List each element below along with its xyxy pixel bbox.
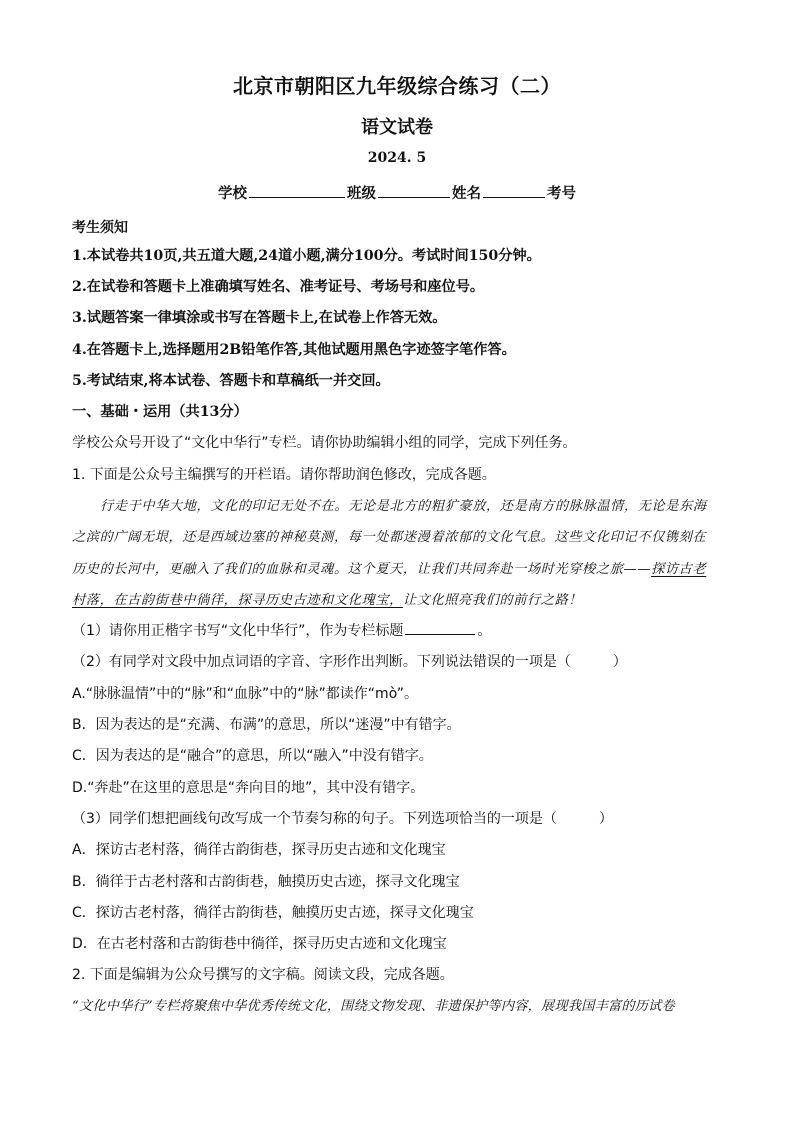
exam-title: 北京市朝阳区九年级综合练习（二） [233,74,561,98]
notice-item-4: 4.在答题卡上,选择题用2B铅笔作答,其他试题用黑色字迹签字笔作答。 [72,342,516,358]
option-2d: D.“奔赴”在这里的意思是“奔向目的地”，其中没有错字。 [72,780,425,796]
passage-line-1: 行走于中华大地，文化的印记无处不在。无论是北方的粗犷豪放，还是南方的脉脉温情，无论是东海 [100,499,707,514]
notice-item-1: 1.本试卷共10页,共五道大题,24道小题,满分100分。考试时间150分钟。 [72,248,541,264]
option-3a: A．探访古老村落，徜徉古韵街巷，探寻历史古迹和文化瑰宝 [72,842,446,858]
question-2-prompt: 2. 下面是编辑为公众号撰写的文字稿。阅读文段，完成各题。 [72,967,454,983]
class-blank [378,183,450,198]
passage-line-4 [72,589,722,608]
sub-question-1-prefix: （1）请你用正楷字书写“文化中华行”，作为专栏标题 [72,623,404,639]
name-label: 姓名 [452,185,481,202]
question-1-prompt: 1. 下面是公众号主编撰写的开栏语。请你帮助润色修改，完成各题。 [72,467,496,483]
option-3b: B．徜徉于古老村落和古韵街巷，触摸历史古迹，探寻文化瑰宝 [72,874,460,890]
underlined-sentence-start: 探访古老 [651,562,707,577]
name-blank [483,183,545,198]
section-heading: 一、基础・运用（共13分） [72,404,248,420]
notice-item-2: 2.在试卷和答题卡上准确填写姓名、准考证号、考场号和座位号。 [72,279,485,295]
option-2b: B．因为表达的是“充满、布满”的意思，所以“迷漫”中有错字。 [72,717,461,733]
passage-line-2: 之滨的广阔无垠，还是西域边塞的神秘莫测，每一处都迷漫着浓郁的文化气息。这些文化印记不仅镌刻在 [72,530,707,545]
notice-heading: 考生须知 [72,220,128,236]
exam-subtitle: 语文试卷 [361,117,433,138]
question-2-passage-start: “文化中华行”专栏将聚焦中华优秀传统文化，围绕文物发现、非遗保护等内容，展现我国丰富的历试卷 [72,999,675,1014]
student-info-fields [0,182,794,203]
option-2c: C．因为表达的是“融合”的意思，所以“融入”中没有错字。 [72,748,433,764]
notice-item-5: 5.考试结束,将本试卷、答题卡和草稿纸一并交回。 [72,373,390,389]
sub-question-2: （2）有同学对文段中加点词语的字音、字形作出判断。下列说法错误的一项是（ ） [72,654,627,670]
school-label: 学校 [218,185,247,202]
notice-item-3: 3.试题答案一律填涂或书写在答题卡上,在试卷上作答无效。 [72,310,447,326]
class-label: 班级 [347,185,376,202]
school-blank [249,183,345,198]
exam-number-label: 考号 [547,185,576,202]
option-2a: A.“脉脉温情”中的“脉”和“血脉”中的“脉”都读作“mò”。 [72,686,419,702]
sub-question-1-suffix: 。 [477,623,492,639]
passage-line-3 [72,558,722,577]
exam-date: 2024. 5 [367,150,427,166]
passage-line-3-text: 历史的长河中，更融入了我们的血脉和灵魂。这个夏天，让我们共同奔赴一场时光穿梭之旅—— [72,562,652,577]
sub-question-1 [72,620,722,640]
sub-question-3: （3）同学们想把画线句改写成一个节奏匀称的句子。下列选项恰当的一项是（ ） [72,811,613,827]
option-3d: D．在古老村落和古韵街巷中徜徉，探寻历史古迹和文化瑰宝 [72,936,447,952]
section-intro: 学校公众号开设了“文化中华行”专栏。请你协助编辑小组的同学，完成下列任务。 [72,435,577,451]
underlined-sentence-end: 村落，在古韵街巷中徜徉，探寻历史古迹和文化瑰宝， [72,593,403,608]
answer-blank [405,620,475,635]
option-3c: C．探访古老村落，徜徉古韵街巷，触摸历史古迹，探寻文化瑰宝 [72,905,474,921]
passage-line-4-tail: 让文化照亮我们的前行之路！ [402,593,583,608]
